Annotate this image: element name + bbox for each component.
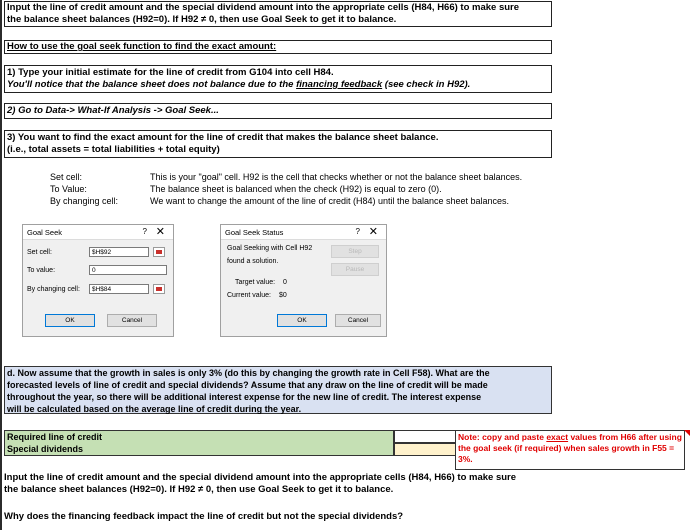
step-3 — [4, 130, 552, 158]
goal-seek-dialog — [22, 224, 174, 337]
set-cell-input[interactable]: $H$92 — [89, 247, 149, 257]
param-desc-set-cell: This is your "goal" cell. H92 is the cell that checks whether or not the balance sheet balances. — [150, 172, 523, 182]
special-dividends-input-cell[interactable] — [394, 443, 456, 456]
step-3-line-1: 3) You want to find the exact amount for the line of credit that makes the balance sheet balance. — [7, 132, 439, 143]
question-text: Why does the financing feedback impact the line of credit but not the special dividends? — [4, 511, 404, 522]
part-d-line-2: forecasted levels of line of credit and special dividends? Assume that any draw on the line of credit will be made — [7, 380, 488, 390]
set-cell-range-picker-icon[interactable] — [153, 247, 165, 257]
step-1-line-2-pre: You'll notice that the balance sheet does not balance due to the — [7, 79, 297, 90]
outro-line-1: Input the line of credit amount and the special dividend amount into the appropriate cells (H84, H66) to make sure — [4, 472, 517, 483]
target-value: 0 — [283, 279, 287, 286]
current-value: $0 — [279, 292, 287, 299]
param-label-to-value: To Value: — [50, 184, 87, 194]
goal-seek-titlebar — [23, 225, 173, 240]
comment-indicator-icon — [684, 430, 690, 436]
left-border — [0, 0, 2, 530]
close-icon[interactable]: ✕ — [368, 226, 378, 238]
target-value-label: Target value: — [235, 279, 276, 286]
changing-cell-label: By changing cell: — [27, 286, 80, 293]
help-icon[interactable]: ? — [142, 227, 147, 236]
note-pre: Note: copy and paste — [458, 432, 547, 442]
param-desc-to-value: The balance sheet is balanced when the check (H92) is equal to zero (0). — [150, 184, 442, 194]
changing-cell-range-picker-icon[interactable] — [153, 284, 165, 294]
required-labels — [4, 430, 394, 456]
part-d-line-3: throughout the year, so there will be additional interest expense for the new line of credit. The interest expense — [7, 392, 482, 402]
financing-feedback-question — [4, 511, 403, 523]
part-d-question — [4, 366, 552, 414]
step-1-line-2-post: (see check in H92). — [382, 79, 471, 90]
note-exact: exact — [546, 432, 569, 442]
ok-button[interactable]: OK — [45, 314, 95, 327]
status-title: Goal Seek Status — [225, 228, 284, 237]
status-message-1: Goal Seeking with Cell H92 — [227, 245, 313, 252]
howto-heading — [4, 40, 552, 54]
note-post: values from H66 after using the goal seek (if required) when sales growth in F55 = 3%. — [458, 432, 682, 464]
set-cell-label: Set cell: — [27, 249, 52, 256]
special-dividends-label: Special dividends — [7, 444, 84, 454]
to-value-input[interactable]: 0 — [89, 265, 167, 275]
required-line-of-credit-label: Required line of credit — [7, 432, 103, 442]
step-button[interactable]: Step — [331, 245, 379, 258]
pause-button[interactable]: Pause — [331, 263, 379, 276]
param-label-changing-cell: By changing cell: — [50, 196, 119, 206]
cancel-button[interactable]: Cancel — [107, 314, 157, 327]
intro-line-2: the balance sheet balances (H92=0). If H92 ≠ 0, then use Goal Seek to get it to balance. — [7, 14, 397, 25]
goal-seek-status-dialog — [220, 224, 387, 337]
note-box — [455, 430, 685, 470]
ok-button[interactable]: OK — [277, 314, 327, 327]
intro-instructions — [4, 1, 552, 27]
current-value-label: Current value: — [227, 292, 271, 299]
step-1 — [4, 65, 552, 93]
param-desc-changing-cell: We want to change the amount of the line of credit (H84) until the balance sheet balances. — [150, 196, 510, 206]
intro-line-1: Input the line of credit amount and the special dividend amount into the appropriate cells (H84, H66) to make sure — [7, 2, 520, 13]
part-d-line-4: will be calculated based on the average line of credit during the year. — [7, 404, 302, 414]
status-titlebar — [221, 225, 386, 240]
to-value-label: To value: — [27, 267, 56, 274]
step-3-line-2: (i.e., total assets = total liabilities + total equity) — [7, 144, 220, 155]
help-icon[interactable]: ? — [355, 227, 360, 236]
step-2-text: 2) Go to Data-> What-If Analysis -> Goal Seek... — [7, 105, 219, 116]
line-of-credit-input-cell[interactable] — [394, 430, 456, 443]
outro-instructions — [4, 472, 516, 496]
step-1-line-1: 1) Type your initial estimate for the line of credit from G104 into cell H84. — [7, 67, 334, 78]
outro-line-2: the balance sheet balances (H92=0). If H92 ≠ 0, then use Goal Seek to get it to balance. — [4, 484, 394, 495]
goal-seek-title: Goal Seek — [27, 228, 63, 237]
close-icon[interactable]: ✕ — [155, 226, 165, 238]
cancel-button[interactable]: Cancel — [335, 314, 381, 327]
param-label-set-cell: Set cell: — [50, 172, 83, 182]
step-1-line-2 — [7, 79, 549, 91]
financing-feedback-link: financing feedback — [296, 79, 383, 90]
status-message-2: found a solution. — [227, 258, 279, 265]
step-2 — [4, 103, 552, 119]
changing-cell-input[interactable]: $H$84 — [89, 284, 149, 294]
howto-text: How to use the goal seek function to find the exact amount: — [7, 41, 277, 52]
part-d-line-1: d. Now assume that the growth in sales is only 3% (do this by changing the growth rate in Cell F58). What are the — [7, 368, 490, 378]
